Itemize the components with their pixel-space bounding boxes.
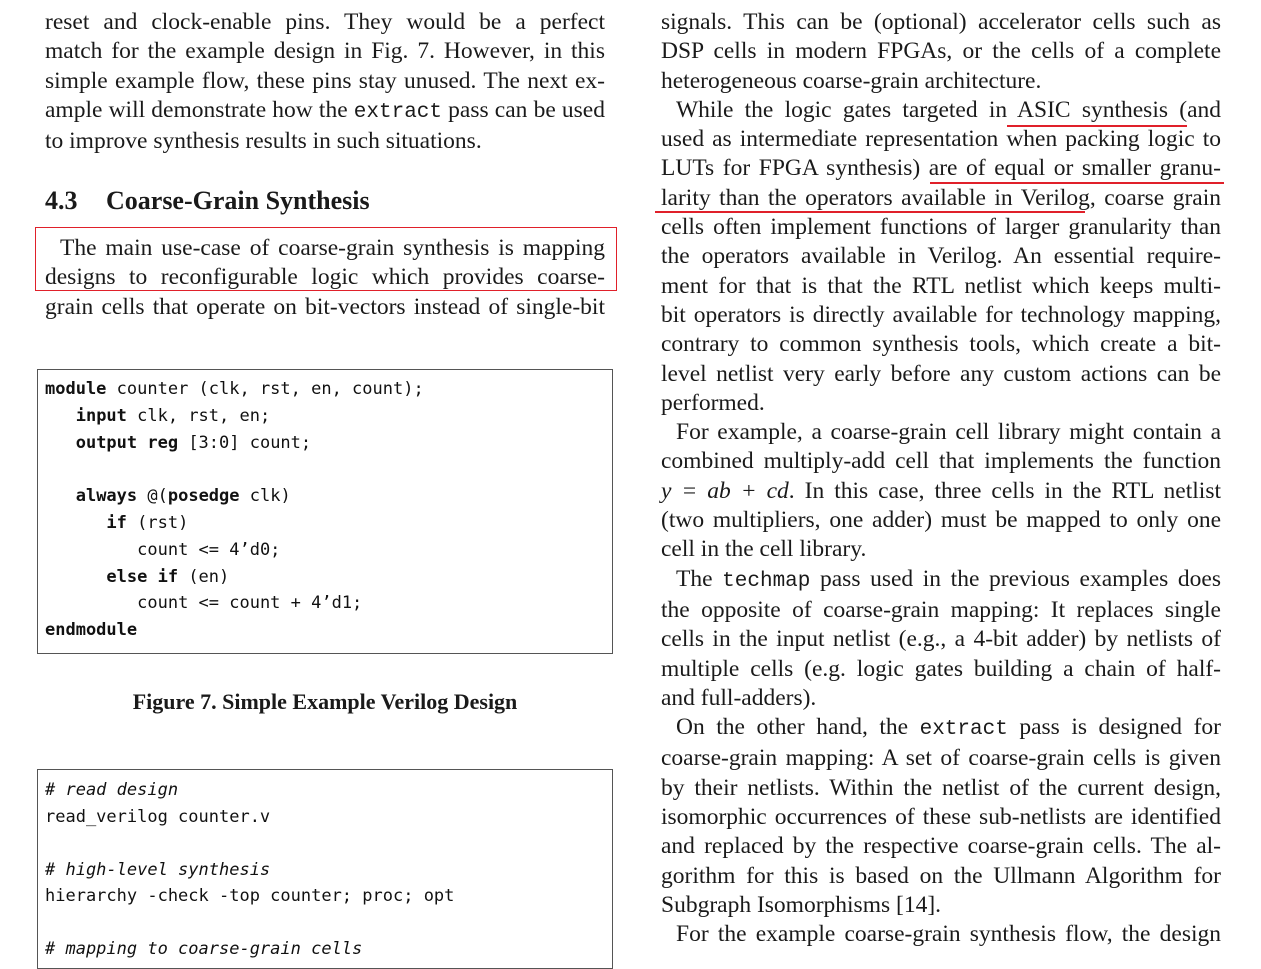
code-text: count <= count + 4’d1;	[137, 593, 363, 614]
inline-code: extract	[353, 100, 443, 124]
code-line	[38, 483, 612, 510]
code-keyword: always	[75, 486, 138, 507]
text-line: cells in the input netlist (e.g., a 4-bit adder) by netlists of	[661, 626, 1221, 653]
text-span: . In this case, three cells in the RTL netlist	[788, 477, 1221, 504]
text-line: The main use-case of coarse-grain synthesis is mapping	[60, 235, 605, 261]
code-text: @(	[137, 486, 168, 507]
text-line: (two multipliers, one adder) must be mapped to only one	[661, 507, 1221, 534]
code-keyword: module	[45, 379, 107, 399]
text-line: signals. This can be (optional) accelerator cells such as	[661, 9, 1221, 35]
text-line: contrary to common synthesis tools, which create a bit-	[661, 331, 1221, 358]
code-comment: # read design	[45, 780, 179, 800]
inline-code: extract	[919, 718, 1008, 742]
code-comment: # high-level synthesis	[45, 859, 271, 880]
text-line	[45, 96, 605, 127]
inline-code: techmap	[722, 569, 811, 593]
text-line: isomorphic occurrences of these sub-netlists are identified	[661, 804, 1221, 831]
text-line: by their netlists. Within the netlist of the current design,	[661, 774, 1221, 801]
code-text: clk, rst, en;	[126, 405, 271, 426]
code-line	[38, 430, 612, 457]
code-line	[38, 804, 612, 831]
code-comment: # mapping to coarse-grain cells	[45, 939, 363, 959]
text-line: and full-adders).	[661, 684, 817, 711]
code-line	[38, 456, 612, 483]
text-line: reset and clock-enable pins. They would be a perfect	[45, 9, 605, 35]
left-column	[45, 8, 605, 156]
text-line: simple example flow, these pins stay unused. The next ex-	[45, 67, 605, 94]
text-line: While the logic gates targeted in ASIC synthesis (and	[676, 96, 1221, 123]
code-text: count <= 4’d0;	[137, 539, 281, 560]
code-text: (rst)	[126, 512, 189, 533]
text-line: LUTs for FPGA synthesis) are of equal or smaller granu-	[661, 155, 1221, 182]
text-line: the operators available in Verilog. An essential require-	[661, 243, 1221, 270]
math-expression: y = ab + cd	[661, 477, 789, 504]
text-line: For example, a coarse-grain cell library might contain a	[676, 419, 1221, 446]
text-line: ment for that is that the RTL netlist which keeps multi-	[661, 272, 1221, 299]
section-heading	[45, 186, 370, 216]
code-text: read_verilog counter.v	[45, 806, 271, 827]
text-line	[661, 713, 1221, 744]
text-line	[661, 477, 1221, 506]
code-line	[38, 857, 612, 884]
text-span: On the other hand, the	[676, 714, 920, 741]
section-title: Coarse-Grain Synthesis	[106, 186, 370, 215]
code-line	[38, 537, 612, 564]
text-line: to improve synthesis results in such situations.	[45, 128, 482, 155]
code-line	[38, 403, 612, 430]
paragraph-pin-usage	[45, 8, 605, 156]
text-line: designs to reconfigurable logic which provides coarse-	[45, 264, 605, 291]
code-text: hierarchy -check -top counter; proc; opt	[45, 886, 455, 906]
text-line: combined multiply-add cell that implements the function	[661, 448, 1221, 475]
text-span: pass is designed for	[1007, 714, 1221, 741]
code-text: clk)	[239, 486, 291, 507]
text-line: cells often implement functions of larger granularity than	[661, 214, 1221, 241]
code-line	[38, 830, 612, 857]
code-keyword: input	[75, 405, 127, 426]
code-keyword: else if	[106, 566, 179, 587]
text-span: ample will demonstrate how the	[45, 96, 354, 123]
section-number: 4.3	[45, 186, 78, 215]
text-line: heterogeneous coarse-grain architecture.	[661, 67, 1042, 94]
text-line: level netlist very early before any custom actions can be	[661, 360, 1221, 387]
text-line: DSP cells in modern FPGAs, or the cells of a complete	[661, 38, 1221, 65]
verilog-code-listing	[37, 369, 613, 654]
text-span: pass used in the previous examples does	[810, 565, 1221, 592]
code-keyword: posedge	[167, 486, 240, 507]
code-text: counter (clk, rst, en, count);	[106, 379, 424, 399]
code-keyword: if	[106, 512, 127, 533]
text-line: bit operators is directly available for technology mapping,	[661, 301, 1221, 328]
text-line: match for the example design in Fig. 7. However, in this	[45, 38, 605, 65]
code-text: [3:0] count;	[178, 432, 312, 453]
text-line: performed.	[661, 389, 765, 416]
code-line	[38, 883, 612, 910]
code-line	[38, 617, 612, 644]
code-text: (en)	[178, 566, 230, 587]
text-line: the opposite of coarse-grain mapping: It replaces single	[661, 596, 1221, 623]
text-line: coarse-grain mapping: A set of coarse-grain cells is given	[661, 745, 1221, 772]
text-line: multiple cells (e.g. logic gates building a chain of half-	[661, 655, 1221, 682]
text-line: grain cells that operate on bit-vectors instead of single-bit	[45, 293, 605, 320]
text-line: larity than the operators available in Verilog, coarse grain	[661, 184, 1221, 211]
code-line	[38, 936, 612, 963]
figure-caption: Figure 7. Simple Example Verilog Design	[132, 689, 518, 714]
text-line: gorithm for this is based on the Ullmann Algorithm for	[661, 862, 1221, 889]
text-line	[661, 565, 1221, 596]
code-line	[38, 777, 612, 804]
text-line: For the example coarse-grain synthesis flow, the design	[676, 921, 1221, 948]
text-span: The	[676, 565, 723, 592]
code-line	[38, 590, 612, 617]
code-line	[38, 564, 612, 591]
code-line	[38, 910, 612, 937]
code-line	[38, 376, 612, 403]
code-line	[38, 510, 612, 537]
paragraph-coarse-grain-intro	[45, 234, 605, 322]
right-column	[661, 8, 1221, 950]
text-line: Subgraph Isomorphisms [14].	[661, 891, 942, 918]
text-span: pass can be used	[442, 96, 605, 123]
code-keyword: endmodule	[45, 620, 138, 641]
yosys-script-listing	[37, 769, 613, 969]
code-keyword: output reg	[75, 432, 179, 453]
text-line: and replaced by the respective coarse-grain cells. The al-	[661, 833, 1221, 860]
text-line: used as intermediate representation when packing logic to	[661, 126, 1221, 153]
text-line: cell in the cell library.	[661, 536, 867, 563]
